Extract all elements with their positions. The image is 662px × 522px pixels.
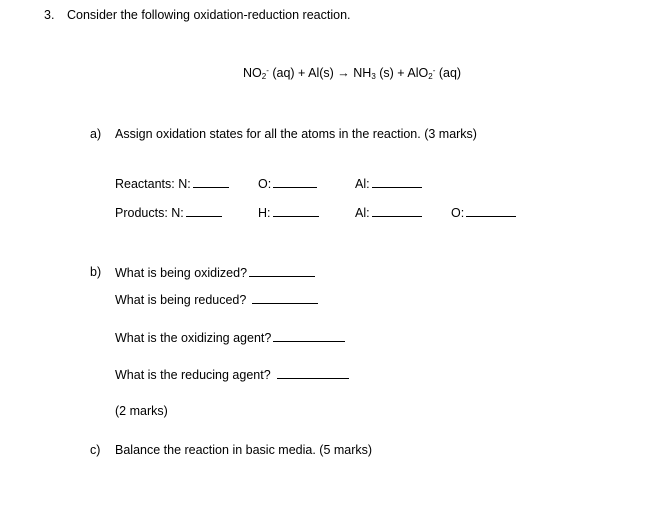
product-aluminate-state: (aq) — [435, 66, 462, 80]
products-o: O: — [451, 204, 516, 221]
part-b-marks: (2 marks) — [115, 404, 168, 418]
reactants-al: Al: — [355, 175, 422, 192]
reaction-equation — [243, 65, 461, 81]
part-a-letter: a) — [90, 127, 102, 141]
answer-blank[interactable] — [273, 204, 319, 217]
part-b-q4: What is the reducing agent? — [115, 366, 349, 383]
question-prompt: Consider the following oxidation-reduction reaction. — [67, 8, 351, 22]
part-b-q2: What is being reduced? — [115, 291, 318, 308]
answer-blank[interactable] — [273, 175, 317, 188]
reactant-nitrite: $NO_2^-$ — [243, 66, 269, 81]
reactants-n: Reactants: N: — [115, 175, 229, 192]
answer-blank[interactable] — [193, 175, 229, 188]
reaction-arrow-icon: → — [337, 66, 350, 80]
products-h: H: — [258, 204, 319, 221]
part-b-q1: What is being oxidized? — [115, 264, 315, 281]
answer-blank[interactable] — [277, 366, 349, 379]
part-c-letter: c) — [90, 443, 101, 457]
reactants-o: O: — [258, 175, 317, 192]
question-number: 3. — [44, 8, 55, 22]
product-ammonia: $NH_3$ — [349, 66, 376, 81]
answer-blank[interactable] — [372, 175, 422, 188]
answer-blank[interactable] — [273, 329, 345, 342]
products-al: Al: — [355, 204, 422, 221]
product-aluminate: $_2$- — [428, 66, 436, 81]
part-a-text: Assign oxidation states for all the atoms in the reaction. (3 marks) — [115, 127, 477, 141]
part-c-text: Balance the reaction in basic media. (5 marks) — [115, 443, 373, 457]
products-n: Products: N: — [115, 204, 222, 221]
answer-blank[interactable] — [466, 204, 516, 217]
part-b-letter: b) — [90, 265, 102, 279]
product-states: (s) + AlO — [375, 66, 429, 80]
answer-blank[interactable] — [249, 264, 315, 277]
answer-blank[interactable] — [372, 204, 422, 217]
part-b-q3: What is the oxidizing agent? — [115, 329, 345, 346]
answer-blank[interactable] — [252, 291, 318, 304]
reactant-states: (aq) + Al(s) — [268, 66, 338, 80]
answer-blank[interactable] — [186, 204, 222, 217]
